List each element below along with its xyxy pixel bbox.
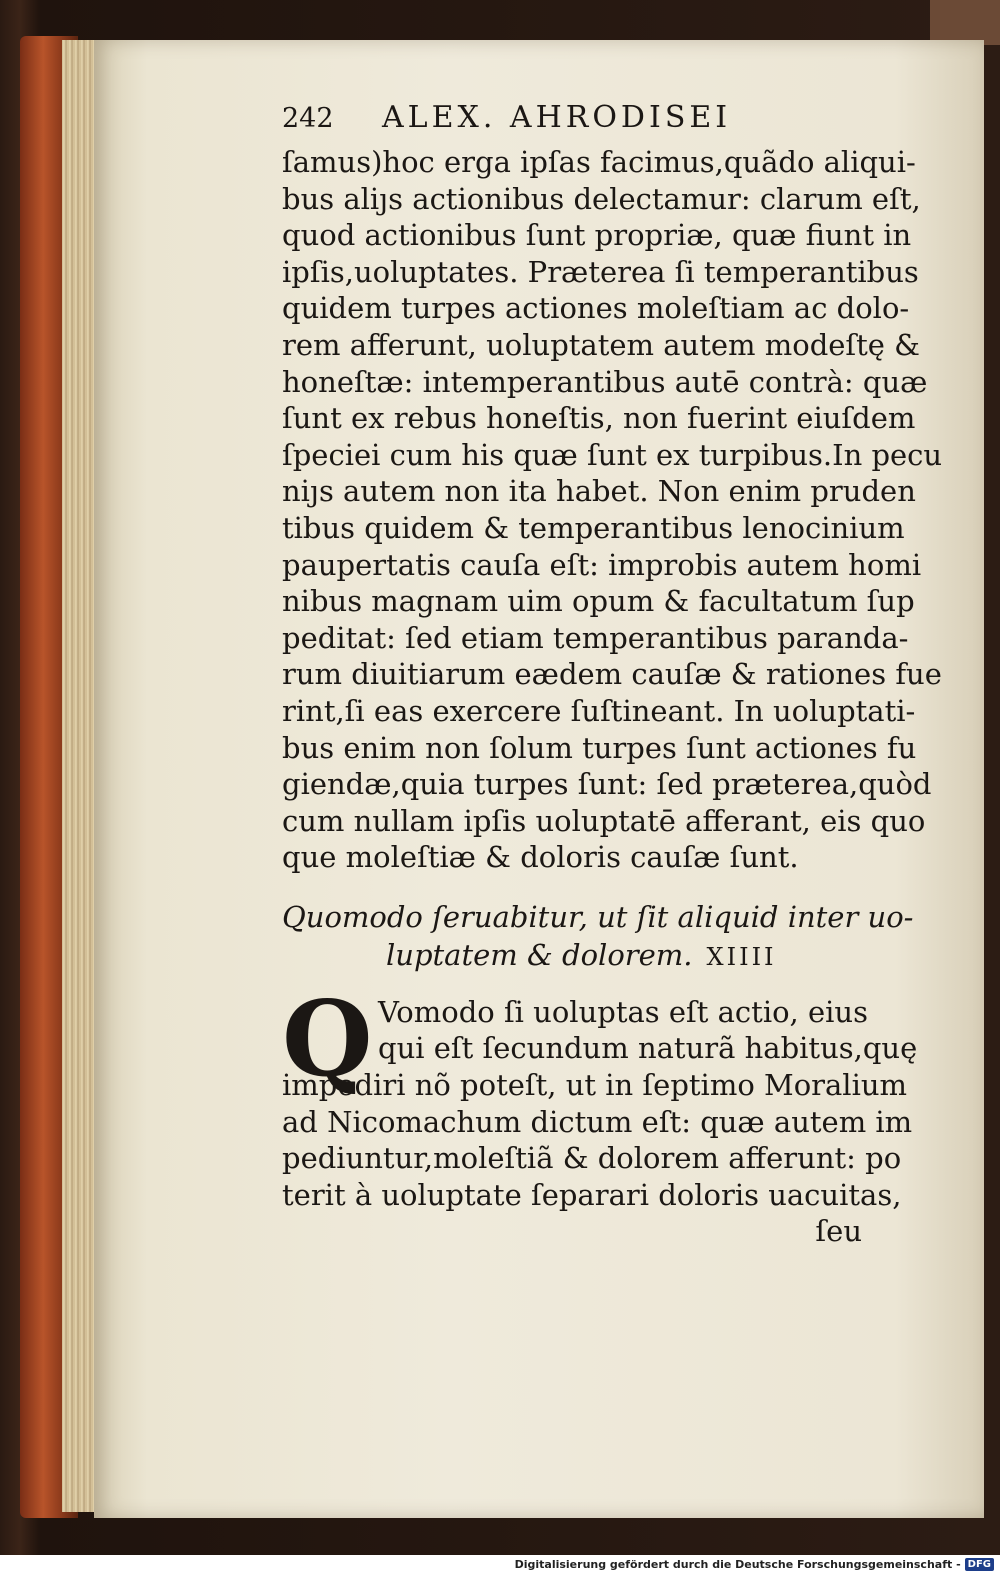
chapter-heading-text: luptatem & dolorem. (386, 937, 693, 972)
text-line: giendæ,quia turpes ſunt: ſed præterea,quòd (282, 767, 932, 802)
footer-credit: Digitalisierung gefördert durch die Deutsche Forschungsgemeinschaft - (514, 1557, 961, 1571)
text-line: peditat: ſed etiam temperantibus paranda- (282, 620, 909, 655)
text-line: quod actionibus ſunt propriæ, quæ fiunt in (282, 218, 912, 253)
text-line: honeſtæ: intemperantibus autē contrà: quæ (282, 364, 928, 399)
chapter-number: XIIII (706, 942, 777, 971)
page-stack-edge (62, 40, 98, 1512)
text-line: que moleſtiæ & doloris cauſæ ſunt. (282, 840, 799, 875)
chapter-heading-line-1: Quomodo ſeruabitur, ut ſit aliquid inter uo- (282, 899, 914, 934)
text-line: rem afferunt, uoluptatem autem modeſtę & (282, 327, 920, 362)
text-line: tibus quidem & temperantibus lenocinium (282, 510, 905, 545)
text-line: ſamus)hoc erga ipſas facimus,quãdo aliqui- (282, 145, 916, 179)
text-line: ipſis,uoluptates. Præterea ſi temperantibus (282, 254, 919, 289)
text-line: ſpeciei cum his quæ ſunt ex turpibus.In pecu (282, 437, 943, 472)
text-line: rint,ſi eas exercere ſuſtineant. In uoluptati- (282, 693, 916, 728)
text-line: niȷs autem non ita habet. Non enim pruden (282, 474, 916, 509)
running-title: ALEX. AHRODISEI (382, 100, 732, 135)
text-line: bus enim non ſolum turpes ſunt actiones fu (282, 730, 917, 765)
catchword: ſeu (815, 1214, 862, 1249)
text-line: ſunt ex rebus honeſtis, non fuerint eiuſdem (282, 401, 916, 436)
footer-bar (0, 1555, 1000, 1573)
text-line: impediri nõ poteſt, ut in ſeptimo Moralium (282, 1068, 908, 1103)
chapter-heading-line-2 (282, 936, 862, 974)
dfg-logo-icon: DFG (965, 1558, 994, 1571)
text-line: qui eſt ſecundum naturã habitus,quę (378, 1031, 918, 1066)
page-text-block (282, 100, 943, 1249)
running-header (282, 100, 862, 140)
text-line: quidem turpes actiones moleſtiam ac dolo- (282, 291, 910, 326)
text-line: rum diuitiarum eædem cauſæ & rationes fue (282, 657, 942, 692)
paragraph-1 (282, 144, 943, 876)
text-line: pediuntur,moleſtiã & dolorem afferunt: po (282, 1141, 902, 1176)
text-line: nibus magnam uim opum & facultatum ſup (282, 584, 915, 619)
text-line: bus aliȷs actionibus delectamur: clarum eſt, (282, 181, 921, 216)
text-line: terit à uoluptate ſeparari doloris uacuitas, (282, 1177, 902, 1212)
drop-cap: Q (282, 976, 373, 1100)
text-line: ad Nicomachum dictum eſt: quæ autem im (282, 1104, 913, 1139)
background-corner (930, 0, 1000, 45)
text-line: paupertatis cauſa eſt: improbis autem homi (282, 547, 922, 582)
text-line: Vomodo ſi uoluptas eſt actio, eius (378, 994, 868, 1029)
chapter-heading (282, 898, 914, 974)
page-number: 242 (282, 103, 334, 134)
paragraph-2 (282, 976, 918, 1250)
text-line: cum nullam ipſis uoluptatē afferant, eis quo (282, 803, 926, 838)
